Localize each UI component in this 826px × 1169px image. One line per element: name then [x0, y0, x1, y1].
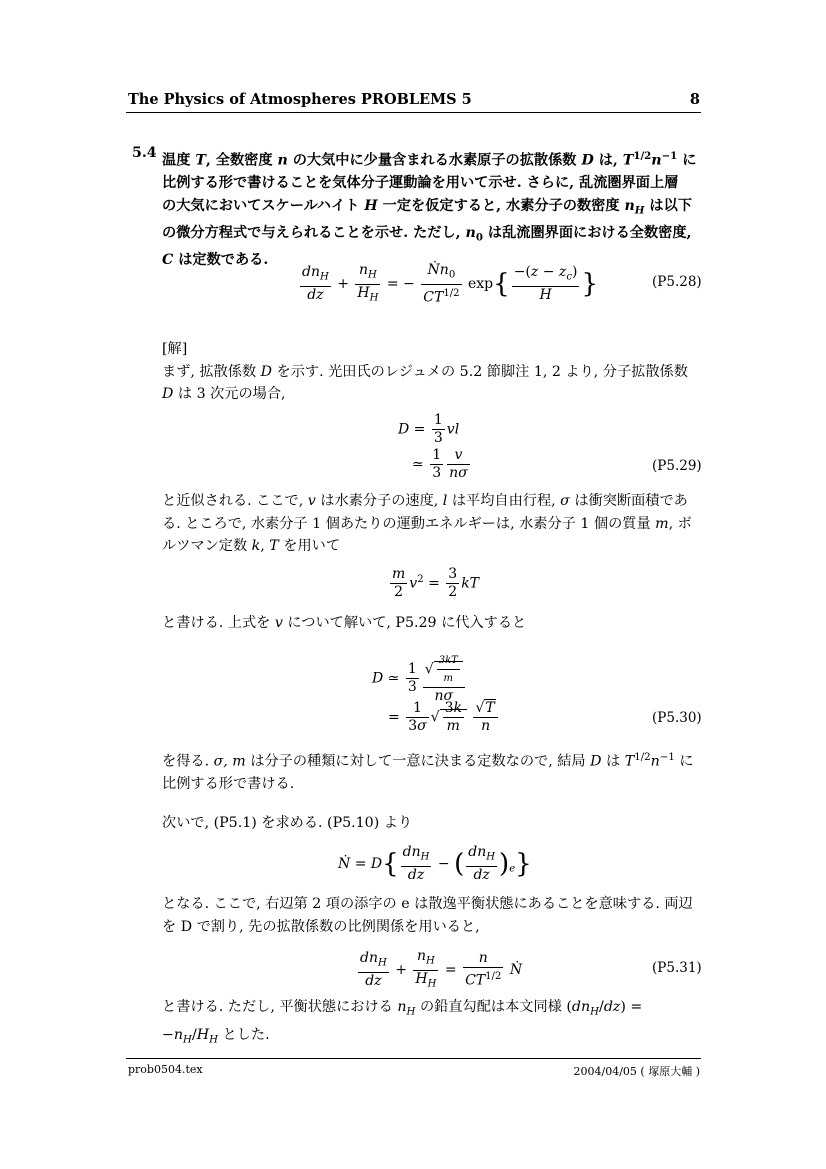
answer-paragraph-6: となる. ここで, 右辺第 2 項の添字の e は散逸平衡状態にあることを意味する. 両辺 を D で割り, 先の拡散係数の比例関係を用いると,	[162, 896, 693, 935]
equation-p5-29-line2: ≃ $\frac{1}{3}$ $\frac{v}{n\sigma}$	[412, 447, 468, 481]
answer-paragraph-2: と近似される. ここで, v は水素分子の速度, l は平均自由行程, σ は衝突断面積であ る. ところで, 水素分子 1 個あたりの運動エネルギーは, 水素分子 1 個の質量 m, ボ ルツマン定数 k, T を用いて	[162, 493, 692, 554]
equation-number-p5-31: (P5.31)	[652, 960, 702, 976]
equation-p5-30-line2: = $\frac{1}{3\sigma}$ √ $\frac{3k}{m}$ $\frac{√T}{n}$	[388, 700, 500, 735]
equation-p5-31: $\frac{dn_H}{dz}$ + $\frac{n_H}{H_H}$ = $\frac{n}{CT^{1/2}}$ Ṅ	[360, 948, 523, 990]
answer-paragraph-1: [解] まず, 拡散係数 D を示す. 光田氏のレジュメの 5.2 節脚注 1, 2 より, 分子拡散係数 D は 3 次元の場合,	[162, 338, 702, 406]
footer-date: 2004/04/05 ( 塚原大輔 )	[573, 1065, 700, 1078]
answer-paragraph-5: 次いで, (P5.1) を求める. (P5.10) より	[162, 815, 413, 831]
equation-p5-30-line1: D ≃ $\frac{1}{3}$ √ $\frac{3kT}{m}$ nσ	[372, 652, 467, 705]
footer-filename: prob0504.tex	[128, 1063, 203, 1076]
equation-number-p5-30: (P5.30)	[652, 710, 702, 726]
answer-paragraph-7: と書ける. ただし, 平衡状態における $n_H$ の鉛直勾配は本文同様 $(dn_H/dz)$ = $-n_H/H_H$ とした.	[162, 999, 643, 1046]
footer-rule	[126, 1058, 701, 1059]
answer-heading: [解]	[162, 341, 188, 357]
page-number: 8	[689, 91, 700, 108]
page-footer	[128, 1063, 700, 1076]
header-title: The Physics of Atmospheres PROBLEMS 5	[128, 91, 472, 108]
equation-kinetic-energy: $\frac{m}{2}$ $v^2$ = $\frac{3}{2}$ kT	[392, 566, 480, 600]
page-header	[128, 91, 700, 108]
equation-number-p5-29: (P5.29)	[652, 458, 702, 474]
equation-number-p5-28: (P5.28)	[652, 274, 702, 290]
answer-paragraph-3: と書ける. 上式を v について解いて, P5.29 に代入すると	[162, 615, 527, 631]
equation-p5-28: $\frac{dn_H}{dz}$ + $\frac{n_H}{H_H}$ = − $\frac{Ṅn_0}{CT^{1/2}}$ exp{ $\frac{-(z - z_c)}{H}$ }	[302, 262, 598, 306]
equation-flux: Ṅ = D{ $\frac{dn_H}{dz}$ − ( $\frac{dn_H}{dz}$ )$_e$}	[338, 844, 532, 883]
problem-number: 5.4	[132, 145, 157, 161]
header-rule	[126, 112, 701, 113]
problem-statement: 温度 T, 全数密度 n の大気中に少量含まれる水素原子の拡散係数 D は, $T^{1/2}n^{-1}$ に 比例する形で書けることを気体分子運動論を用いて示せ. さらに, 乱流圏界面上層 の大気においてスケールハイト H 一定を仮定すると, 水素分子の数密度 $n_H$ は以下 の微分方程式で与えられることを示せ. ただし, $n_0$ は乱流圏界面における全数密度, C は定数である.	[162, 150, 697, 268]
answer-paragraph-4: を得る. σ, m は分子の種類に対して一意に決まる定数なので, 結局 D は $T^{1/2}n^{-1}$ に 比例する形で書ける.	[162, 752, 694, 793]
equation-p5-29-line1: D = $\frac{1}{3}$ vl	[398, 412, 460, 446]
